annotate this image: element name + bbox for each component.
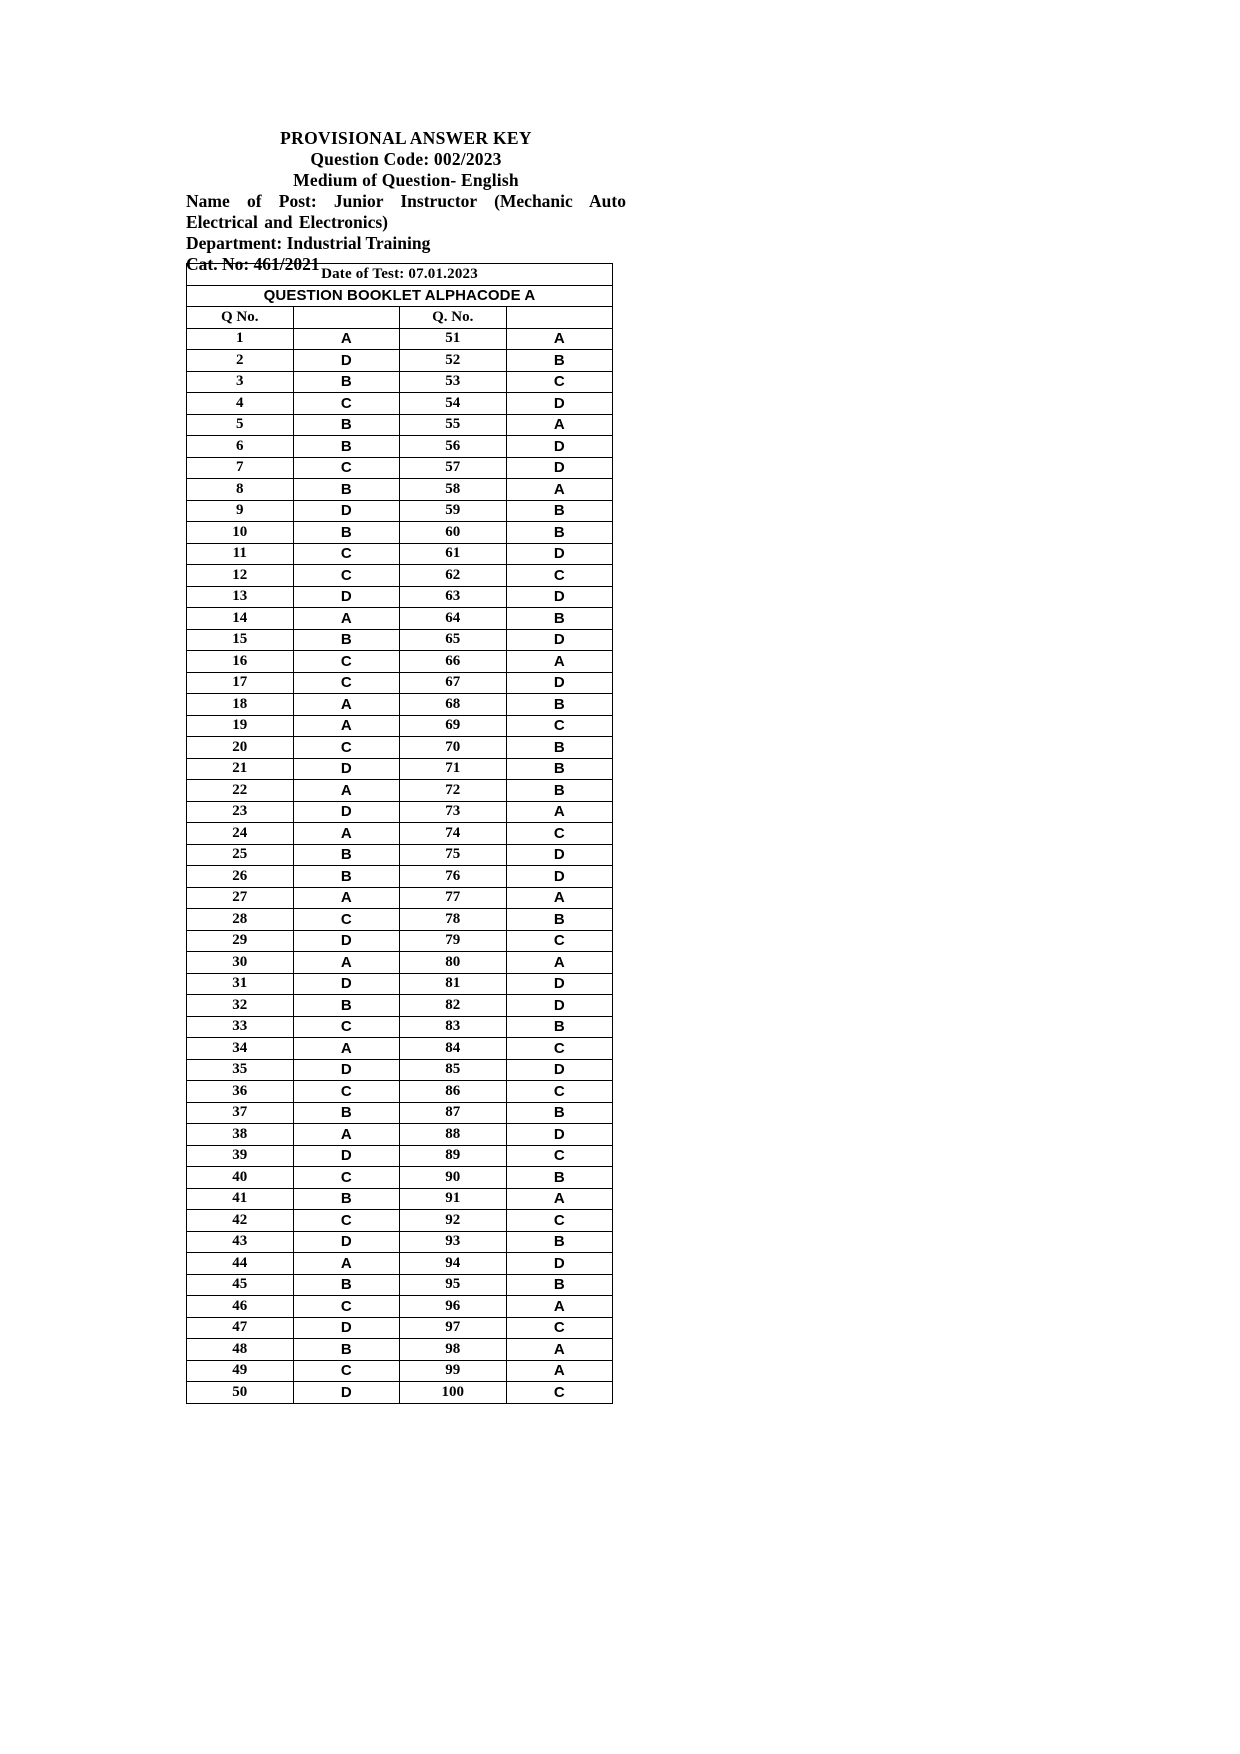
cell-left-qno: 20 [187,737,294,759]
cell-right-answer: C [506,1210,613,1232]
cell-right-answer: B [506,1231,613,1253]
cell-left-answer: B [293,414,400,436]
table-row [187,350,613,372]
table-row [187,1317,613,1339]
header-right-answer [506,307,613,329]
cell-right-answer: D [506,436,613,458]
cell-right-answer: B [506,1274,613,1296]
cell-right-qno: 52 [400,350,507,372]
table-row [187,1038,613,1060]
cell-left-answer: C [293,1016,400,1038]
header-left-qno: Q No. [187,307,294,329]
table-row [187,694,613,716]
cell-left-answer: C [293,543,400,565]
cell-left-answer: C [293,565,400,587]
table-row [187,543,613,565]
cell-left-answer: D [293,758,400,780]
cell-right-qno: 80 [400,952,507,974]
cell-left-answer: C [293,1210,400,1232]
cell-left-qno: 36 [187,1081,294,1103]
table-row [187,780,613,802]
cell-left-qno: 28 [187,909,294,931]
table-row [187,1382,613,1404]
cell-left-qno: 29 [187,930,294,952]
cell-left-qno: 7 [187,457,294,479]
cat-no: Cat. No: 461/2021 [186,254,320,274]
date-of-test: Date of Test: 07.01.2023 [187,264,613,286]
table-row [187,328,613,350]
cell-right-qno: 81 [400,973,507,995]
cell-left-qno: 26 [187,866,294,888]
cell-left-answer: B [293,479,400,501]
cell-left-answer: C [293,1296,400,1318]
medium-of-question: Medium of Question- English [293,170,519,190]
cell-right-answer: C [506,1081,613,1103]
cell-left-qno: 1 [187,328,294,350]
cell-left-qno: 47 [187,1317,294,1339]
column-header-row [187,307,613,329]
cell-right-answer: D [506,543,613,565]
table-row [187,995,613,1017]
cell-right-qno: 73 [400,801,507,823]
table-row [187,1102,613,1124]
cell-right-qno: 98 [400,1339,507,1361]
cell-right-qno: 56 [400,436,507,458]
table-row [187,1296,613,1318]
cell-left-qno: 42 [187,1210,294,1232]
cell-left-answer: C [293,672,400,694]
cell-left-answer: A [293,715,400,737]
cell-right-qno: 66 [400,651,507,673]
cell-left-qno: 4 [187,393,294,415]
cell-right-qno: 60 [400,522,507,544]
cell-left-answer: B [293,1188,400,1210]
cell-left-qno: 17 [187,672,294,694]
date-of-test-row [187,264,613,286]
cell-right-qno: 65 [400,629,507,651]
cell-right-answer: B [506,522,613,544]
cell-left-answer: C [293,1360,400,1382]
table-row [187,737,613,759]
cell-left-qno: 6 [187,436,294,458]
cell-right-qno: 94 [400,1253,507,1275]
cell-right-qno: 85 [400,1059,507,1081]
cell-right-qno: 54 [400,393,507,415]
cell-left-answer: B [293,844,400,866]
cell-left-qno: 40 [187,1167,294,1189]
cell-right-answer: A [506,952,613,974]
cell-right-answer: D [506,844,613,866]
cell-left-answer: C [293,1167,400,1189]
cell-right-answer: D [506,629,613,651]
cell-right-qno: 71 [400,758,507,780]
cell-right-qno: 96 [400,1296,507,1318]
table-row [187,651,613,673]
cell-right-qno: 62 [400,565,507,587]
cell-left-answer: D [293,930,400,952]
cell-left-answer: C [293,1081,400,1103]
header-left-answer [293,307,400,329]
cell-right-answer: A [506,479,613,501]
table-row [187,1339,613,1361]
cell-left-qno: 10 [187,522,294,544]
cell-left-answer: B [293,371,400,393]
table-row [187,1360,613,1382]
cell-right-answer: B [506,758,613,780]
table-row [187,436,613,458]
cell-right-answer: B [506,780,613,802]
cell-left-answer: B [293,1339,400,1361]
cell-left-answer: B [293,436,400,458]
cell-right-answer: B [506,350,613,372]
cell-left-answer: D [293,1059,400,1081]
department: Department: Industrial Training [186,233,431,253]
cell-left-answer: D [293,586,400,608]
table-row [187,1274,613,1296]
cell-right-qno: 87 [400,1102,507,1124]
table-row [187,1167,613,1189]
cell-left-answer: D [293,1382,400,1404]
table-row [187,1188,613,1210]
alphacode-row [187,285,613,307]
cell-left-qno: 49 [187,1360,294,1382]
cell-left-answer: A [293,1038,400,1060]
table-row [187,586,613,608]
cell-right-qno: 58 [400,479,507,501]
table-row [187,866,613,888]
cell-right-qno: 84 [400,1038,507,1060]
cell-right-answer: B [506,909,613,931]
table-row [187,823,613,845]
cell-left-qno: 44 [187,1253,294,1275]
cell-right-answer: B [506,500,613,522]
header-right-qno: Q. No. [400,307,507,329]
cell-right-qno: 57 [400,457,507,479]
document-header [186,128,626,275]
cell-right-qno: 100 [400,1382,507,1404]
cell-right-answer: B [506,737,613,759]
cell-left-qno: 46 [187,1296,294,1318]
cell-right-qno: 53 [400,371,507,393]
cell-right-answer: A [506,651,613,673]
cell-right-qno: 67 [400,672,507,694]
cell-left-qno: 32 [187,995,294,1017]
cell-left-answer: C [293,737,400,759]
cell-right-answer: D [506,995,613,1017]
cell-left-answer: A [293,608,400,630]
table-row [187,909,613,931]
cell-left-answer: B [293,1274,400,1296]
cell-right-answer: A [506,887,613,909]
cell-right-answer: C [506,371,613,393]
cell-right-qno: 93 [400,1231,507,1253]
cell-right-qno: 77 [400,887,507,909]
table-row [187,1016,613,1038]
table-row [187,393,613,415]
table-row [187,715,613,737]
cell-right-answer: C [506,930,613,952]
alphacode-label: QUESTION BOOKLET ALPHACODE A [187,285,613,307]
cell-left-qno: 24 [187,823,294,845]
cell-left-answer: D [293,1145,400,1167]
cell-right-qno: 64 [400,608,507,630]
cell-right-qno: 61 [400,543,507,565]
cell-left-qno: 19 [187,715,294,737]
cell-right-answer: D [506,1059,613,1081]
cell-right-answer: B [506,1102,613,1124]
cell-right-answer: D [506,586,613,608]
cell-left-answer: A [293,328,400,350]
table-row [187,758,613,780]
cell-right-qno: 92 [400,1210,507,1232]
table-row [187,1231,613,1253]
table-row [187,887,613,909]
answer-key-body [187,264,613,1404]
cell-right-answer: B [506,694,613,716]
cell-right-qno: 89 [400,1145,507,1167]
table-row [187,973,613,995]
cell-right-qno: 97 [400,1317,507,1339]
cell-left-qno: 27 [187,887,294,909]
cell-left-answer: D [293,1231,400,1253]
cell-right-answer: B [506,1167,613,1189]
cell-right-answer: C [506,1382,613,1404]
cell-left-answer: B [293,629,400,651]
cell-left-qno: 5 [187,414,294,436]
table-row [187,930,613,952]
table-row [187,801,613,823]
table-row [187,479,613,501]
cell-right-answer: C [506,1038,613,1060]
cell-left-answer: D [293,500,400,522]
cell-left-qno: 41 [187,1188,294,1210]
cell-left-answer: A [293,1124,400,1146]
table-row [187,1253,613,1275]
cell-right-qno: 91 [400,1188,507,1210]
cell-left-answer: A [293,780,400,802]
cell-right-answer: A [506,414,613,436]
table-row [187,844,613,866]
cell-right-qno: 70 [400,737,507,759]
table-row [187,414,613,436]
cell-left-answer: B [293,995,400,1017]
cell-left-qno: 45 [187,1274,294,1296]
cell-left-qno: 50 [187,1382,294,1404]
cell-left-qno: 23 [187,801,294,823]
cell-left-answer: A [293,694,400,716]
cell-left-qno: 18 [187,694,294,716]
cell-right-answer: D [506,866,613,888]
table-row [187,1081,613,1103]
cell-right-answer: D [506,457,613,479]
cell-right-qno: 79 [400,930,507,952]
answer-key-table [186,263,613,1404]
cell-right-answer: A [506,1296,613,1318]
cell-left-qno: 33 [187,1016,294,1038]
cell-right-answer: C [506,565,613,587]
cell-right-answer: D [506,1124,613,1146]
cell-right-qno: 74 [400,823,507,845]
cell-left-qno: 22 [187,780,294,802]
table-row [187,500,613,522]
cell-right-answer: D [506,973,613,995]
cell-left-qno: 39 [187,1145,294,1167]
table-row [187,952,613,974]
cell-right-qno: 99 [400,1360,507,1382]
cell-left-qno: 25 [187,844,294,866]
cell-left-qno: 38 [187,1124,294,1146]
cell-left-qno: 34 [187,1038,294,1060]
cell-left-qno: 35 [187,1059,294,1081]
cell-right-qno: 51 [400,328,507,350]
table-row [187,1145,613,1167]
cell-right-qno: 88 [400,1124,507,1146]
cell-left-answer: C [293,909,400,931]
cell-left-answer: D [293,1317,400,1339]
cell-right-qno: 82 [400,995,507,1017]
cell-left-answer: D [293,350,400,372]
cell-left-answer: D [293,973,400,995]
cell-right-answer: A [506,1339,613,1361]
table-row [187,565,613,587]
table-row [187,1124,613,1146]
table-row [187,629,613,651]
cell-left-qno: 43 [187,1231,294,1253]
cell-left-answer: C [293,651,400,673]
cell-left-qno: 16 [187,651,294,673]
cell-right-qno: 72 [400,780,507,802]
name-of-post: Name of Post: Junior Instructor (Mechanic Auto Electrical and Electronics) [186,191,626,232]
cell-left-answer: B [293,866,400,888]
cell-right-answer: C [506,715,613,737]
table-row [187,608,613,630]
cell-left-qno: 13 [187,586,294,608]
cell-right-qno: 86 [400,1081,507,1103]
cell-right-answer: C [506,1145,613,1167]
cell-left-qno: 48 [187,1339,294,1361]
cell-right-qno: 76 [400,866,507,888]
cell-right-qno: 68 [400,694,507,716]
cell-left-qno: 12 [187,565,294,587]
cell-left-qno: 11 [187,543,294,565]
cell-left-answer: A [293,823,400,845]
cell-left-qno: 2 [187,350,294,372]
page-title: PROVISIONAL ANSWER KEY [280,128,532,148]
cell-left-qno: 31 [187,973,294,995]
cell-right-answer: C [506,823,613,845]
table-row [187,457,613,479]
cell-right-qno: 55 [400,414,507,436]
cell-right-answer: D [506,1253,613,1275]
cell-left-qno: 30 [187,952,294,974]
cell-left-qno: 37 [187,1102,294,1124]
cell-right-qno: 95 [400,1274,507,1296]
cell-right-answer: C [506,1317,613,1339]
cell-right-qno: 69 [400,715,507,737]
table-row [187,371,613,393]
cell-right-answer: B [506,608,613,630]
table-row [187,1059,613,1081]
cell-right-answer: A [506,1188,613,1210]
cell-right-answer: B [506,1016,613,1038]
cell-right-qno: 63 [400,586,507,608]
cell-left-answer: C [293,393,400,415]
cell-left-qno: 8 [187,479,294,501]
cell-left-answer: B [293,522,400,544]
cell-right-qno: 75 [400,844,507,866]
cell-left-qno: 21 [187,758,294,780]
cell-right-answer: A [506,1360,613,1382]
cell-left-qno: 14 [187,608,294,630]
cell-right-answer: A [506,801,613,823]
cell-right-qno: 90 [400,1167,507,1189]
cell-left-answer: A [293,1253,400,1275]
table-row [187,672,613,694]
cell-left-answer: B [293,1102,400,1124]
cell-right-qno: 78 [400,909,507,931]
question-code: Question Code: 002/2023 [310,149,502,169]
table-row [187,522,613,544]
cell-right-answer: D [506,672,613,694]
cell-left-qno: 3 [187,371,294,393]
cell-right-answer: A [506,328,613,350]
cell-left-qno: 15 [187,629,294,651]
cell-left-answer: A [293,952,400,974]
cell-left-qno: 9 [187,500,294,522]
cell-right-qno: 59 [400,500,507,522]
cell-left-answer: A [293,887,400,909]
cell-right-answer: D [506,393,613,415]
cell-right-qno: 83 [400,1016,507,1038]
table-row [187,1210,613,1232]
cell-left-answer: C [293,457,400,479]
cell-left-answer: D [293,801,400,823]
